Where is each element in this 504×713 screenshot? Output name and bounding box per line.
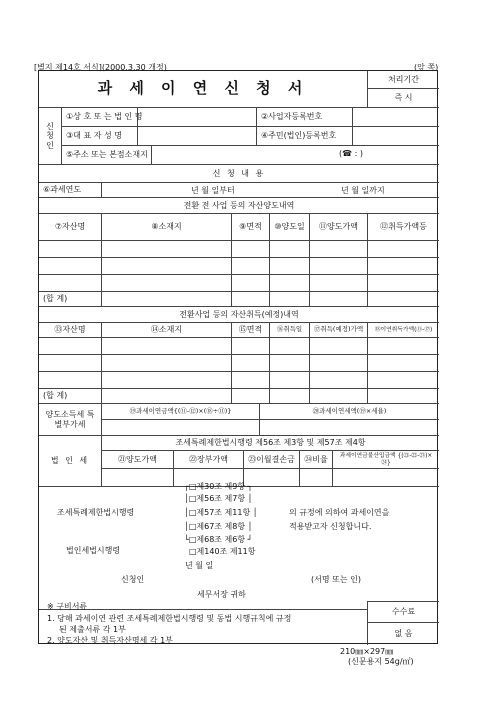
transfer-row-cell[interactable] [309, 240, 367, 257]
corp-tax-heading: 조세특례제한법시행령 제56조 제3항 및 제57조 제4항 [101, 435, 439, 450]
transfer-col-area: ⑨면적 [231, 213, 269, 240]
acquire-row-cell[interactable] [231, 371, 269, 388]
acquire-row-cell[interactable] [269, 354, 309, 371]
transfer-row-cell[interactable] [309, 274, 367, 291]
declaration-sign: (서명 또는 인) [311, 575, 361, 584]
phone-label: (☎ : ) [339, 149, 363, 158]
transfer-row-cell[interactable] [101, 240, 231, 257]
corp-col-transfer: ㉑양도가액 [101, 450, 173, 468]
biz-divider [352, 107, 353, 145]
corp-field-ratio[interactable] [299, 468, 332, 486]
tax-year-to: 년 월 일까지 [341, 186, 385, 195]
acquire-col-deferred: ⑱이연취득가액(⑪-⑰) [367, 322, 439, 337]
acquire-row-cell[interactable] [101, 371, 231, 388]
request-heading: 신 청 내 용 [39, 164, 439, 182]
acquire-row-cell[interactable] [367, 371, 439, 388]
acquire-row-cell[interactable] [309, 354, 367, 371]
acquire-heading: 전환사업 등의 자산취득(예정)내역 [39, 306, 439, 322]
form-number: [별지 제14호 서식](2000.3.30 개정) [34, 63, 167, 72]
transfer-total-cell[interactable] [367, 291, 439, 306]
transfer-heading: 전환 전 사업 등의 자산양도내역 [39, 197, 439, 213]
corp-col-ratio: ㉔비율 [299, 450, 332, 468]
transfer-total-label: (합 계) [39, 291, 101, 306]
deferred-income-label: ⑲과세이연금액{(⑪-⑫)×(⑱÷⑪)} [101, 403, 259, 419]
law1-label: 조세특례제한법시행령 [57, 508, 135, 517]
income-tax-label: 양도소득세 특별부가세 [39, 403, 101, 435]
transfer-row-cell[interactable] [39, 274, 101, 291]
transfer-total-cell[interactable] [231, 291, 269, 306]
corp-col-loss: ㉓이월결손금 [243, 450, 299, 468]
transfer-col-price: ⑪양도가액 [309, 213, 367, 240]
docs-item2: 2. 양도자산 및 취득자산명세 각 1부 [47, 636, 173, 645]
acquire-row-cell[interactable] [39, 337, 101, 354]
transfer-row-cell[interactable] [269, 240, 309, 257]
deferred-tax-field[interactable] [259, 419, 439, 435]
transfer-row-cell[interactable] [101, 257, 231, 274]
application-form [38, 70, 438, 644]
processing-value: 즉 시 [367, 89, 439, 107]
transfer-col-asset: ⑦자산명 [39, 213, 101, 240]
page-side: (앞 쪽) [414, 63, 439, 72]
address-label: ⑤주소 또는 본점소재지 [61, 145, 439, 164]
transfer-row-cell[interactable] [309, 257, 367, 274]
acquire-row-cell[interactable] [309, 337, 367, 354]
declaration-text1: 의 규정에 의하여 과세이연을 [289, 508, 390, 517]
acquire-col-location: ⑭소재지 [101, 322, 231, 337]
transfer-row-cell[interactable] [367, 240, 439, 257]
transfer-row-cell[interactable] [231, 257, 269, 274]
acquire-row-cell[interactable] [231, 354, 269, 371]
acquire-total-cell[interactable] [367, 388, 439, 403]
declaration-text2: 적용받고자 신청합니다. [289, 522, 372, 531]
processing-label: 처리기간 [367, 71, 439, 89]
transfer-row-cell[interactable] [101, 274, 231, 291]
transfer-col-cost: ⑫취득가액등 [367, 213, 439, 240]
transfer-row-cell[interactable] [367, 257, 439, 274]
transfer-row-cell[interactable] [269, 274, 309, 291]
acquire-row-cell[interactable] [231, 337, 269, 354]
transfer-col-date: ⑩양도일 [269, 213, 309, 240]
acquire-row-cell[interactable] [101, 337, 231, 354]
acquire-row-cell[interactable] [367, 354, 439, 371]
name-label: ①상 호 또 는 법 인 명 [61, 107, 256, 126]
acquire-row-cell[interactable] [101, 354, 231, 371]
acquire-row-cell[interactable] [269, 371, 309, 388]
acquire-total-cell[interactable] [231, 388, 269, 403]
applicant-label: 신청인 [39, 107, 61, 164]
rep-label: ③대 표 자 성 명 [61, 126, 256, 145]
address-divider [151, 145, 152, 164]
declaration-applicant: 신청인 [121, 575, 145, 584]
transfer-col-location: ⑧소재지 [101, 213, 231, 240]
transfer-row-cell[interactable] [39, 257, 101, 274]
corp-field-transfer[interactable] [101, 468, 173, 486]
transfer-row-cell[interactable] [39, 240, 101, 257]
docs-item1a: 1. 당해 과세이연 관련 조세특례제한법시행령 및 동법 시행규칙에 규정 [47, 614, 292, 623]
tax-year-label: ⑥과세연도 [39, 182, 101, 197]
declaration-date: 년 월 일 [185, 561, 214, 570]
acquire-total-cell[interactable] [101, 388, 231, 403]
deferred-income-field[interactable] [101, 419, 259, 435]
corp-field-amount[interactable] [332, 468, 439, 486]
transfer-row-cell[interactable] [231, 240, 269, 257]
acquire-total-label: (합 계) [39, 388, 101, 403]
footer-size: 210㎜×297㎜ [340, 647, 394, 656]
corp-tax-label: 법 인 세 [39, 435, 101, 486]
corp-col-book: ㉒장부가액 [173, 450, 243, 468]
tax-year-from: 년 월 일부터 [191, 186, 235, 195]
corp-col-amount: 과세이연금불산입금액 {(㉑-㉒-㉓)×㉔} [332, 450, 439, 468]
acquire-col-area: ⑮면적 [231, 322, 269, 337]
law2-label: 법인세법시행령 [66, 546, 121, 555]
fee-label: 수수료 [367, 601, 439, 623]
resident-no-label: ④주민(법인)등록번호 [256, 126, 439, 145]
transfer-total-cell[interactable] [101, 291, 231, 306]
transfer-row-cell[interactable] [269, 257, 309, 274]
acquire-row-cell[interactable] [39, 371, 101, 388]
acquire-col-price: ⑰취득(예정)가액 [309, 322, 367, 337]
biz-no-label: ②사업자등록번호 [256, 107, 439, 126]
article-68[interactable]: └□제68조 제6항 ┘ [184, 535, 253, 544]
acquire-total-cell[interactable] [309, 388, 367, 403]
article-140[interactable]: □제140조 제11항 [189, 547, 256, 556]
article-56[interactable]: │□제56조 제7항 │ [184, 494, 253, 503]
article-67[interactable]: │□제67조 제8항 │ [184, 522, 253, 531]
acquire-col-asset: ⑬자산명 [39, 322, 101, 337]
acquire-total-cell[interactable] [269, 388, 309, 403]
docs-heading: ※ 구비서류 [47, 602, 88, 611]
article-57[interactable]: │□제57조 제11항 │ [184, 508, 258, 517]
acquire-row-cell[interactable] [367, 337, 439, 354]
transfer-row-cell[interactable] [367, 274, 439, 291]
acquire-row-cell[interactable] [309, 371, 367, 388]
tax-year-field[interactable] [101, 182, 439, 197]
acquire-row-cell[interactable] [269, 337, 309, 354]
transfer-row-cell[interactable] [231, 274, 269, 291]
article-30[interactable]: ┌□제30조 제9항 ┐ [184, 482, 253, 491]
transfer-total-cell[interactable] [269, 291, 309, 306]
acquire-row-cell[interactable] [39, 354, 101, 371]
footer-paper: (신문용지 54g/㎡) [348, 657, 414, 666]
name-divider [137, 107, 138, 145]
fee-value: 없 음 [367, 623, 439, 645]
docs-item1b: 된 제출서류 각 1부 [59, 625, 126, 634]
form-title: 과 세 이 연 신 청 서 [97, 79, 309, 98]
acquire-col-date: ⑯취득일 [269, 322, 309, 337]
declaration-to: 세무서장 귀하 [197, 590, 246, 599]
deferred-tax-label: ⑳과세이연세액(⑲×세율) [259, 403, 439, 419]
transfer-total-cell[interactable] [309, 291, 367, 306]
